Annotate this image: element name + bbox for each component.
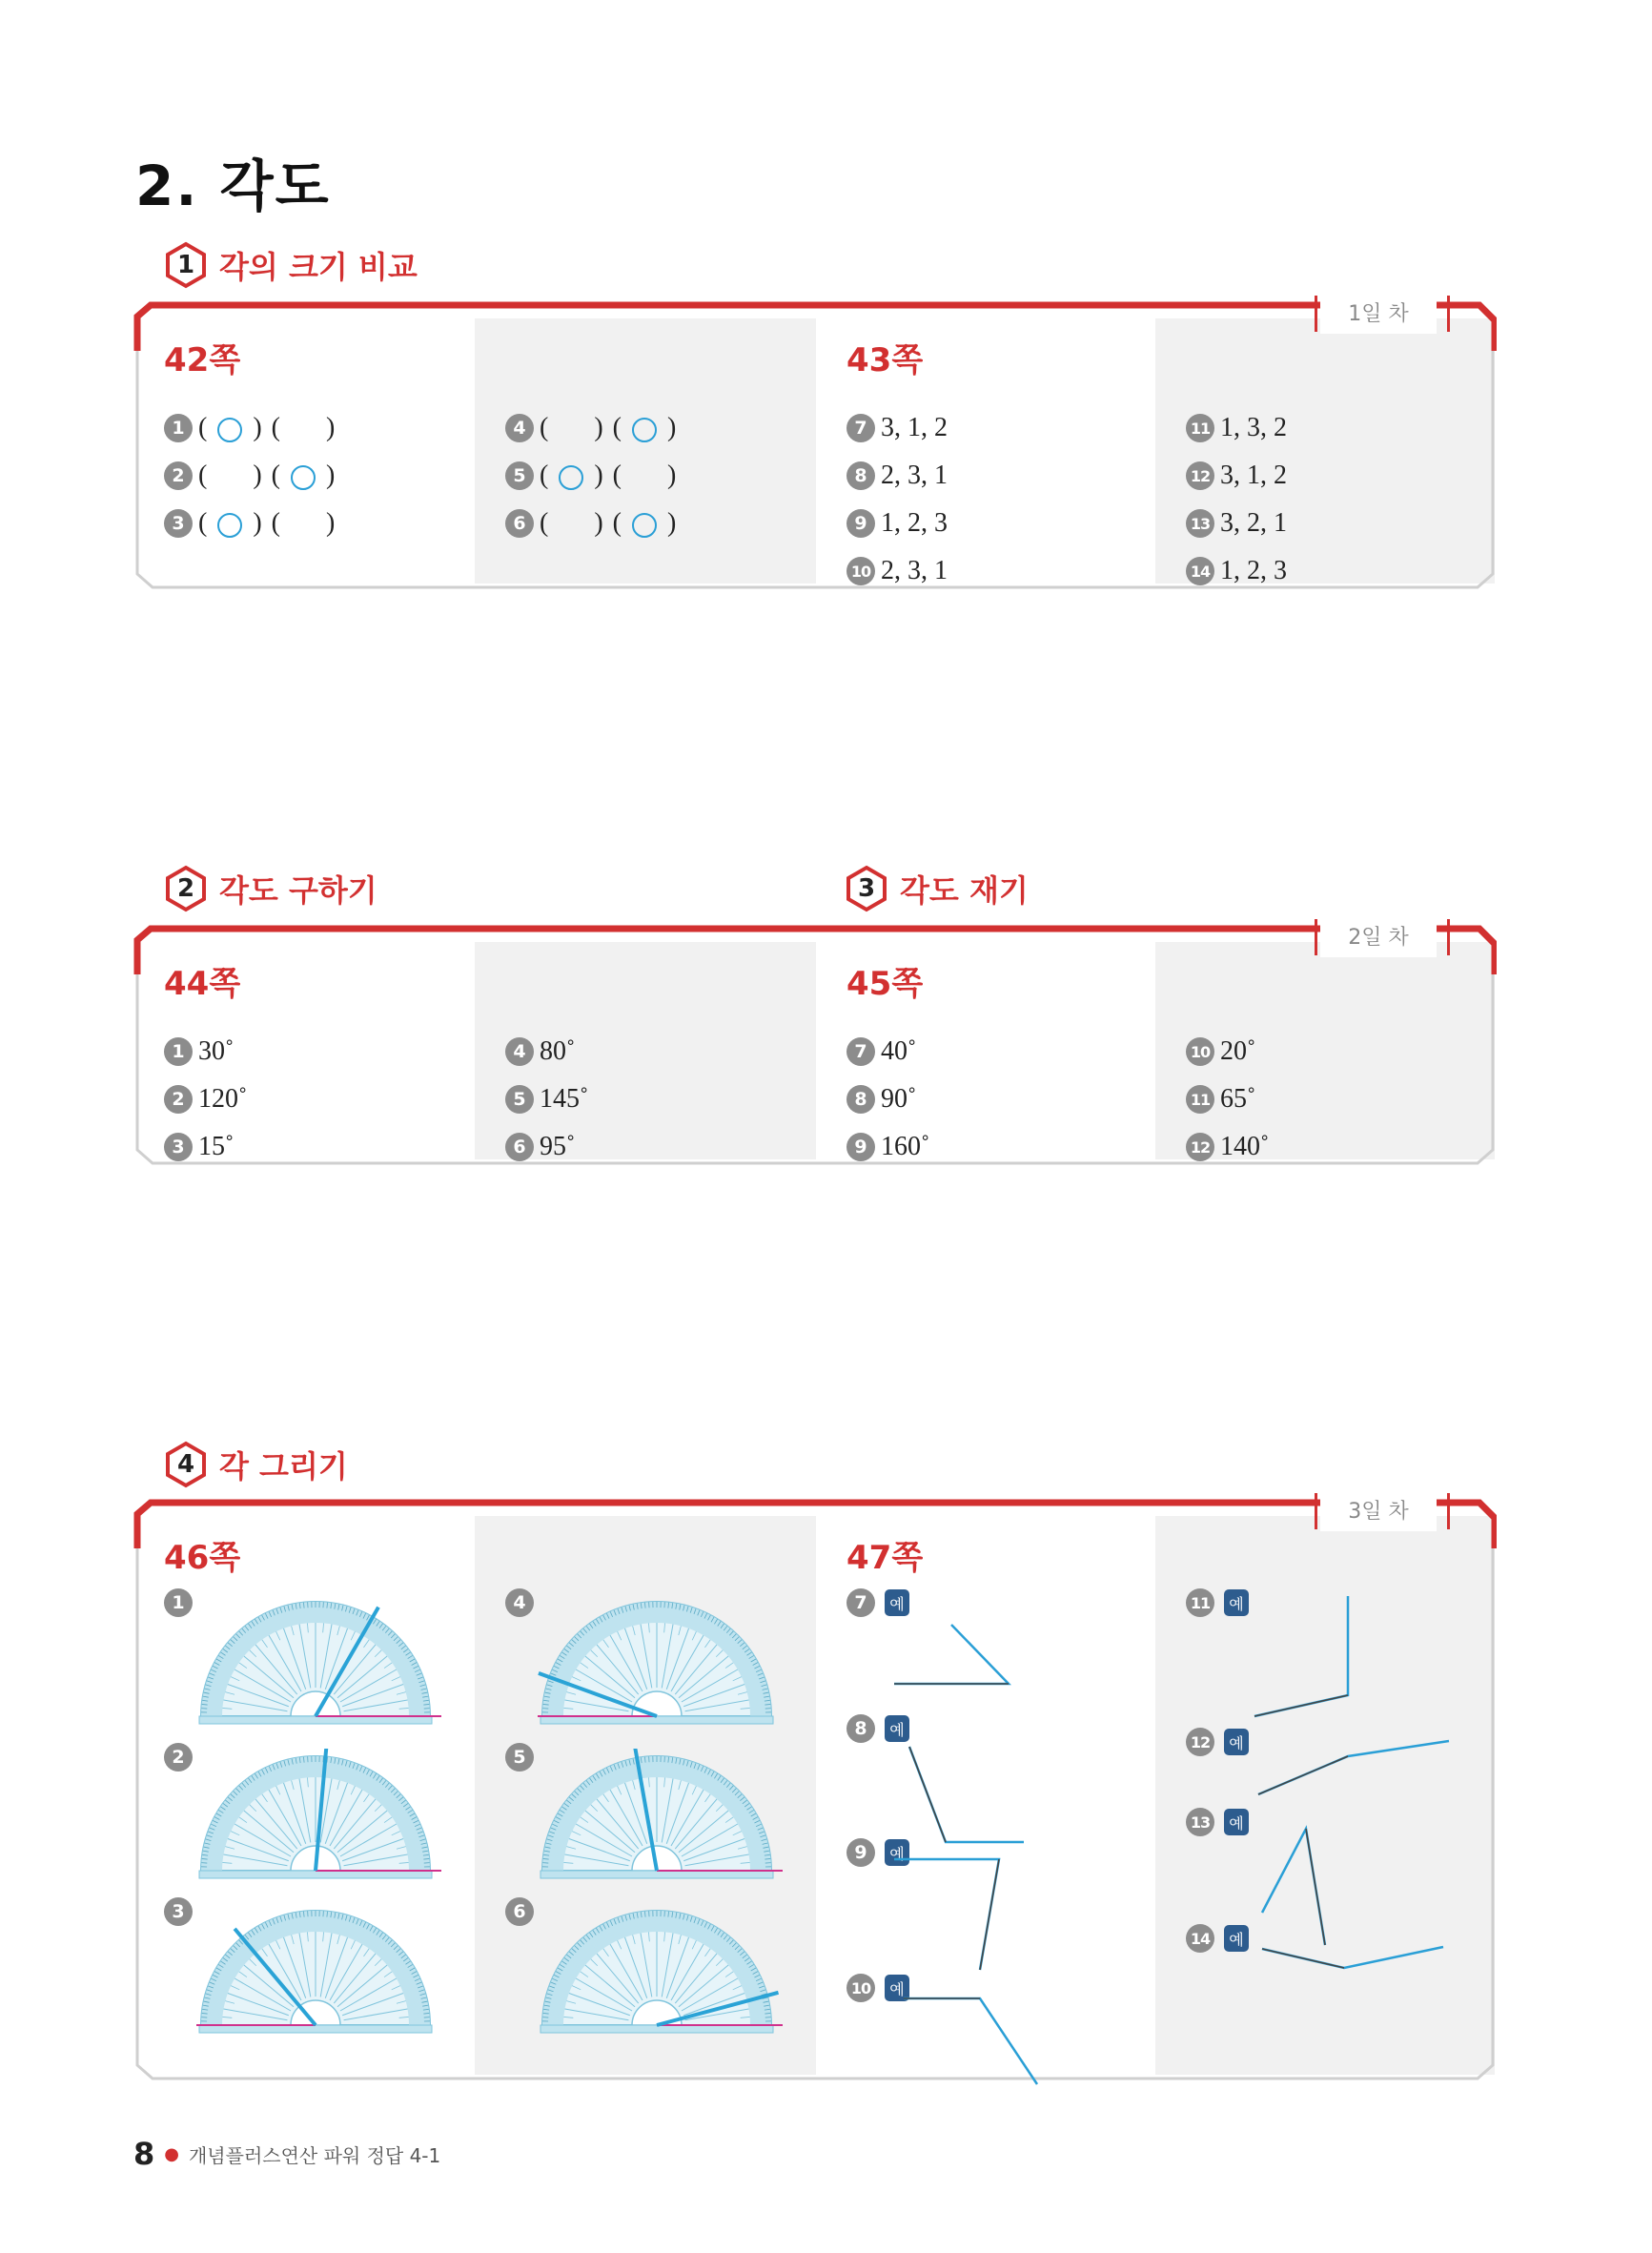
question-number-badge: 6 <box>505 1133 534 1161</box>
question-number-badge: 5 <box>505 1085 534 1114</box>
question-number-badge: 6 <box>505 509 534 538</box>
question-number-badge: 2 <box>164 461 193 490</box>
example-badge: 예 <box>1224 1729 1249 1755</box>
answer-row <box>846 458 948 494</box>
answer-row <box>164 410 344 446</box>
angle-drawing-answer <box>1186 1808 1249 1836</box>
question-number-badge: 14 <box>1186 1924 1214 1953</box>
answer-text: 90˚ <box>881 1084 917 1114</box>
question-number-badge: 1 <box>164 1588 193 1617</box>
answer-row <box>846 1081 916 1117</box>
answer-row <box>1186 410 1287 446</box>
answer-text: 30˚ <box>198 1036 235 1066</box>
answer-row <box>164 458 344 494</box>
answer-row <box>164 505 344 542</box>
answer-box-day1 <box>133 296 1497 597</box>
circle-mark-icon <box>632 513 657 538</box>
angle-line-icon <box>1186 1588 1472 1731</box>
question-number-badge: 11 <box>1186 1588 1214 1617</box>
chapter-title: 2. 각도 <box>135 154 331 218</box>
protractor-icon <box>196 1749 444 1886</box>
answer-row <box>505 1081 588 1117</box>
page-label-44: 44쪽 <box>164 965 241 1003</box>
day-tag: 3일 차 <box>1320 1487 1437 1531</box>
answer-row <box>164 1034 234 1070</box>
circle-mark-icon <box>217 418 242 442</box>
example-badge: 예 <box>885 1975 909 2001</box>
example-badge: 예 <box>1224 1809 1249 1835</box>
answer-row <box>1186 553 1287 589</box>
answer-text: 2, 3, 1 <box>881 461 948 490</box>
page-footer <box>133 2136 440 2172</box>
protractor-icon <box>538 1594 785 1731</box>
angle-drawing-answer <box>846 1838 909 1867</box>
paren-choice-right: ( ) <box>271 508 336 538</box>
section-title: 각 그리기 <box>219 1448 348 1485</box>
section-title: 각의 크기 비교 <box>219 249 418 285</box>
question-number-badge: 12 <box>1186 1133 1214 1161</box>
answer-row <box>1186 1081 1255 1117</box>
question-number-badge: 14 <box>1186 557 1214 585</box>
answer-text: 1, 3, 2 <box>1220 413 1287 442</box>
page-label-45: 45쪽 <box>846 965 924 1003</box>
answer-row <box>505 410 685 446</box>
bullet-dot-icon: ● <box>164 2143 179 2164</box>
question-number-badge: 10 <box>1186 1037 1214 1066</box>
circle-mark-icon <box>632 418 657 442</box>
section-title: 각도 구하기 <box>219 872 377 909</box>
protractor-icon <box>196 1594 444 1731</box>
answer-row <box>164 1129 234 1165</box>
protractor-icon <box>196 1903 444 2040</box>
answer-text: 120˚ <box>198 1084 248 1114</box>
paren-choice-left: ( ) <box>198 413 262 442</box>
question-number-badge: 9 <box>846 1838 875 1867</box>
question-number-badge: 2 <box>164 1743 193 1772</box>
page-label-42: 42쪽 <box>164 341 241 379</box>
question-number-badge: 8 <box>846 1714 875 1743</box>
answer-text: 40˚ <box>881 1036 917 1066</box>
answer-text: 80˚ <box>540 1036 576 1066</box>
answer-row <box>505 1034 575 1070</box>
answer-row <box>1186 1034 1255 1070</box>
section-header-3 <box>845 864 1029 913</box>
hexagon-number-icon: 1 <box>164 241 208 289</box>
question-number-badge: 8 <box>846 461 875 490</box>
hexagon-number-icon: 4 <box>164 1441 208 1488</box>
question-number-badge: 9 <box>846 1133 875 1161</box>
question-number-badge: 6 <box>505 1897 534 1926</box>
page-label-43: 43쪽 <box>846 341 924 379</box>
answer-text: 145˚ <box>540 1084 589 1114</box>
question-number-badge: 11 <box>1186 1085 1214 1114</box>
paren-choice-left: ( ) <box>540 508 603 538</box>
example-badge: 예 <box>885 1589 909 1616</box>
answer-text: 140˚ <box>1220 1132 1270 1161</box>
question-number-badge: 12 <box>1186 461 1214 490</box>
answer-row <box>505 505 685 542</box>
example-badge: 예 <box>1224 1925 1249 1952</box>
question-number-badge: 4 <box>505 1588 534 1617</box>
answer-row <box>505 1129 575 1165</box>
question-number-badge: 4 <box>505 414 534 442</box>
angle-line-icon <box>1186 1924 1472 2067</box>
hexagon-number-icon: 3 <box>845 865 888 912</box>
hexagon-number-icon: 2 <box>164 865 208 912</box>
question-number-badge: 3 <box>164 1133 193 1161</box>
answer-text: 1, 2, 3 <box>1220 556 1287 585</box>
angle-drawing-answer <box>846 1974 909 2002</box>
answer-row <box>846 410 948 446</box>
day-tag: 2일 차 <box>1320 913 1437 957</box>
answer-text: 3, 1, 2 <box>881 413 948 442</box>
angle-drawing-answer <box>1186 1588 1249 1617</box>
angle-line-icon <box>846 1588 1132 1731</box>
answer-text: 2, 3, 1 <box>881 556 948 585</box>
page-number: 8 <box>133 2136 155 2172</box>
paren-choice-left: ( ) <box>198 508 262 538</box>
answer-row <box>846 1129 929 1165</box>
angle-drawing-answer <box>1186 1924 1249 1953</box>
question-number-badge: 10 <box>846 557 875 585</box>
question-number-badge: 7 <box>846 1037 875 1066</box>
question-number-badge: 13 <box>1186 1808 1214 1836</box>
section-header-1 <box>164 240 418 290</box>
angle-drawing-answer <box>846 1588 909 1617</box>
answer-row <box>846 553 948 589</box>
answer-text: 3, 1, 2 <box>1220 461 1287 490</box>
section-header-2 <box>164 864 377 913</box>
question-number-badge: 10 <box>846 1974 875 2002</box>
paren-choice-left: ( ) <box>540 413 603 442</box>
question-number-badge: 3 <box>164 509 193 538</box>
answer-text: 1, 2, 3 <box>881 508 948 538</box>
example-badge: 예 <box>885 1839 909 1866</box>
answer-box-day2 <box>133 919 1497 1173</box>
answer-row <box>1186 1129 1269 1165</box>
question-number-badge: 11 <box>1186 414 1214 442</box>
answer-row <box>505 458 685 494</box>
example-badge: 예 <box>1224 1589 1249 1616</box>
angle-line-icon <box>846 1714 1132 1857</box>
answer-box-day3 <box>133 1493 1497 2088</box>
angle-line-icon <box>846 1838 1132 1981</box>
question-number-badge: 2 <box>164 1085 193 1114</box>
section-title: 각도 재기 <box>900 872 1029 909</box>
answer-text: 95˚ <box>540 1132 576 1161</box>
question-number-badge: 5 <box>505 1743 534 1772</box>
circle-mark-icon <box>217 513 242 538</box>
answer-row <box>1186 505 1287 542</box>
question-number-badge: 1 <box>164 414 193 442</box>
circle-mark-icon <box>559 465 583 490</box>
question-number-badge: 12 <box>1186 1728 1214 1756</box>
paren-choice-right: ( ) <box>612 508 677 538</box>
answer-text: 65˚ <box>1220 1084 1256 1114</box>
question-number-badge: 13 <box>1186 509 1214 538</box>
protractor-icon <box>538 1903 785 2040</box>
question-number-badge: 5 <box>505 461 534 490</box>
circle-mark-icon <box>291 465 316 490</box>
answer-row <box>846 1034 916 1070</box>
paren-choice-right: ( ) <box>271 413 336 442</box>
question-number-badge: 9 <box>846 509 875 538</box>
answer-text: 3, 2, 1 <box>1220 508 1287 538</box>
angle-line-icon <box>846 1974 1132 2117</box>
answer-row <box>1186 458 1287 494</box>
footer-book-title: 개념플러스연산 파워 정답 4-1 <box>188 2143 441 2167</box>
paren-choice-right: ( ) <box>271 461 336 490</box>
question-number-badge: 7 <box>846 1588 875 1617</box>
answer-row <box>846 505 948 542</box>
day-tag: 1일 차 <box>1320 290 1437 334</box>
question-number-badge: 4 <box>505 1037 534 1066</box>
answer-text: 160˚ <box>881 1132 930 1161</box>
paren-choice-right: ( ) <box>612 413 677 442</box>
paren-choice-left: ( ) <box>198 461 262 490</box>
question-number-badge: 7 <box>846 414 875 442</box>
question-number-badge: 3 <box>164 1897 193 1926</box>
question-number-badge: 8 <box>846 1085 875 1114</box>
answer-text: 15˚ <box>198 1132 235 1161</box>
answer-text: 20˚ <box>1220 1036 1256 1066</box>
paren-choice-right: ( ) <box>612 461 677 490</box>
answer-row <box>164 1081 247 1117</box>
question-number-badge: 1 <box>164 1037 193 1066</box>
page-label-46: 46쪽 <box>164 1539 241 1577</box>
section-header-4 <box>164 1440 348 1489</box>
angle-drawing-answer <box>846 1714 909 1743</box>
angle-drawing-answer <box>1186 1728 1249 1756</box>
protractor-icon <box>538 1749 785 1886</box>
example-badge: 예 <box>885 1715 909 1742</box>
paren-choice-left: ( ) <box>540 461 603 490</box>
page-label-47: 47쪽 <box>846 1539 924 1577</box>
